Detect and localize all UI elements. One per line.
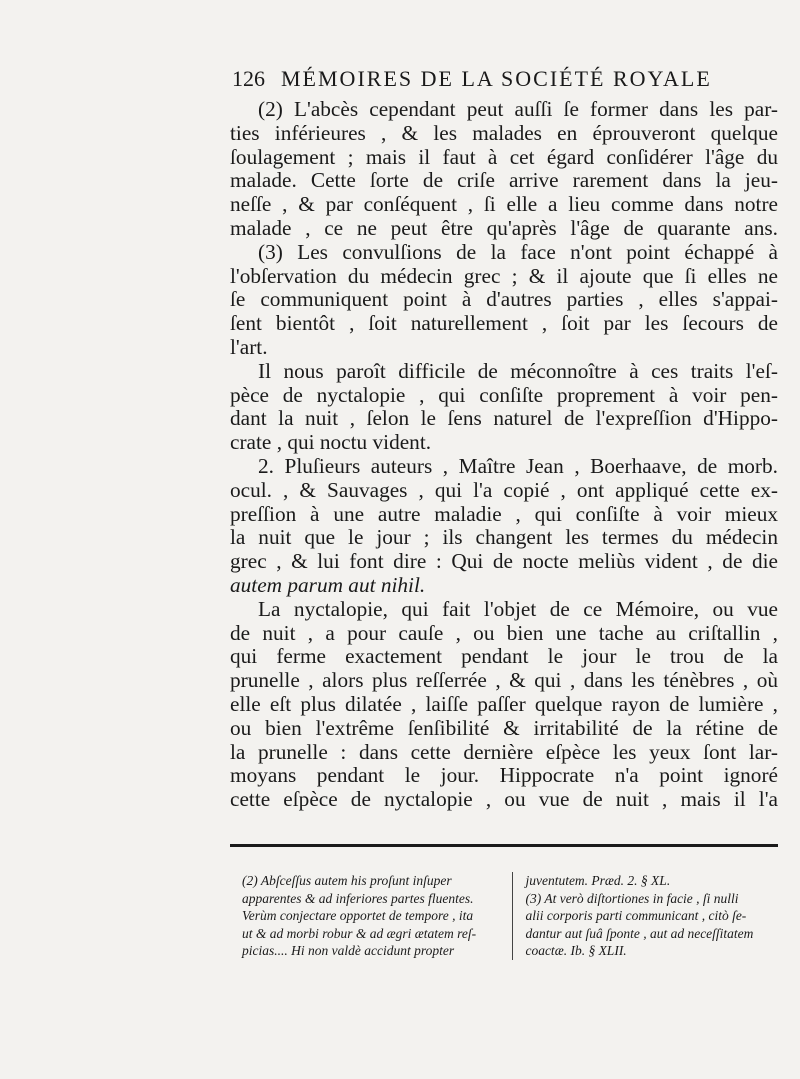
text-line: malade , ce ne peut être qu'après l'âge de quarante ans. xyxy=(230,215,778,240)
text-line: neſſe , & par conſéquent , ſi elle a lieu comme dans notre xyxy=(230,192,778,217)
footnote-column-left xyxy=(242,872,513,960)
text-line: de nuit , a pour cauſe , ou bien une tache au criſtallin , xyxy=(230,620,778,645)
text-line: (2) L'abcès cependant peut auſſi ſe former dans les par- xyxy=(258,97,778,121)
text-line: la prunelle : dans cette dernière eſpèce les yeux ſont lar- xyxy=(230,739,778,764)
text-line: moyans pendant le jour. Hippocrate n'a point ignoré xyxy=(230,763,778,788)
text-line: pèce de nyctalopie , qui conſiſte proprement à voir pen- xyxy=(230,382,778,407)
footnote-line: apparentes & ad inferiores partes fluentes. xyxy=(242,890,474,906)
text-line: Il nous paroît difficile de méconnoître à ces traits l'eſ- xyxy=(258,358,778,383)
text-line: cette eſpèce de nyctalopie , ou vue de nuit , mais il l'a xyxy=(230,787,778,812)
footnotes xyxy=(242,872,782,960)
page-number: 126 xyxy=(232,66,265,91)
text-line: ſe communiquent point à d'autres parties , elles s'appai- xyxy=(230,287,778,312)
main-text xyxy=(230,98,778,812)
running-head: MÉMOIRES DE LA SOCIÉTÉ ROYALE xyxy=(281,66,712,91)
text-line: preſſion à une autre maladie , qui conſiſte à voir mieux xyxy=(230,501,778,526)
text-line: qui ferme exactement pendant le jour le trou de la xyxy=(230,644,778,669)
text-line: elle eſt plus dilatée , laiſſe paſſer quelque rayon de lumière , xyxy=(230,691,778,716)
text-line: ties inférieures , & les malades en éprouveront quelque xyxy=(230,120,778,145)
footnote-line: (2) Abſceſſus autem his proſunt inſuper xyxy=(242,873,452,888)
text-line: La nyctalopie, qui fait l'objet de ce Mémoire, ou vue xyxy=(258,596,778,621)
footnote-line: ut & ad morbi robur & ad ægri ætatem reſ- xyxy=(242,925,477,941)
text-line: dant la nuit , ſelon le ſens naturel de l'expreſſion d'Hippo- xyxy=(230,406,778,431)
text-line: ſent bientôt , ſoit naturellement , ſoit par les ſecours de xyxy=(230,311,778,336)
text-line: crate , qui noctu vident. xyxy=(230,430,432,455)
footnote-line: coactæ. Ib. § XLII. xyxy=(525,943,627,958)
footnote-line: Verùm conjectare opportet de tempore , ita xyxy=(242,908,474,923)
text-line: 2. Pluſieurs auteurs , Maître Jean , Boerhaave, de morb. xyxy=(258,453,778,478)
text-line: ou bien l'extrême ſenſibilité & irritabilité de la rétine de xyxy=(230,715,778,740)
footnote-line: alii corporis parti communicant , citò ſe- xyxy=(525,908,747,923)
text-line: la nuit que le jour ; ils changent les termes du médecin xyxy=(230,525,778,550)
footnote-column-right xyxy=(513,872,782,960)
text-line: prunelle , alors plus reſſerrée , & qui , dans les ténèbres , où xyxy=(230,668,778,693)
footnote-line: juventutem. Præd. 2. § XL. xyxy=(525,873,671,888)
footnote-line: dantur aut ſuâ ſponte , aut ad neceſſitatem xyxy=(525,925,754,941)
text-line: ſoulagement ; mais il faut à cet égard conſidérer l'âge du xyxy=(230,144,778,169)
text-line: ocul. , & Sauvages , qui l'a copié , ont appliqué cette ex- xyxy=(230,477,778,502)
footnote-line: (3) At verò diſtortiones in facie , ſi nulli xyxy=(525,890,739,906)
text-line: l'obſervation du médecin grec ; & il ajoute que ſi elles ne xyxy=(230,263,778,288)
page-header xyxy=(232,66,752,98)
text-line: malade. Cette ſorte de criſe arrive rarement dans la jeu- xyxy=(230,168,778,193)
text-line: (3) Les convulſions de la face n'ont point échappé à xyxy=(258,239,778,264)
text-line: grec , & lui font dire : Qui de nocte meliùs vident , de die xyxy=(230,549,778,574)
footnote-rule xyxy=(230,844,778,847)
footnote-line: picias.... Hi non valdè accidunt propter xyxy=(242,943,455,958)
text-line: l'art. xyxy=(230,334,268,359)
text-line: autem parum aut nihil. xyxy=(230,572,426,597)
